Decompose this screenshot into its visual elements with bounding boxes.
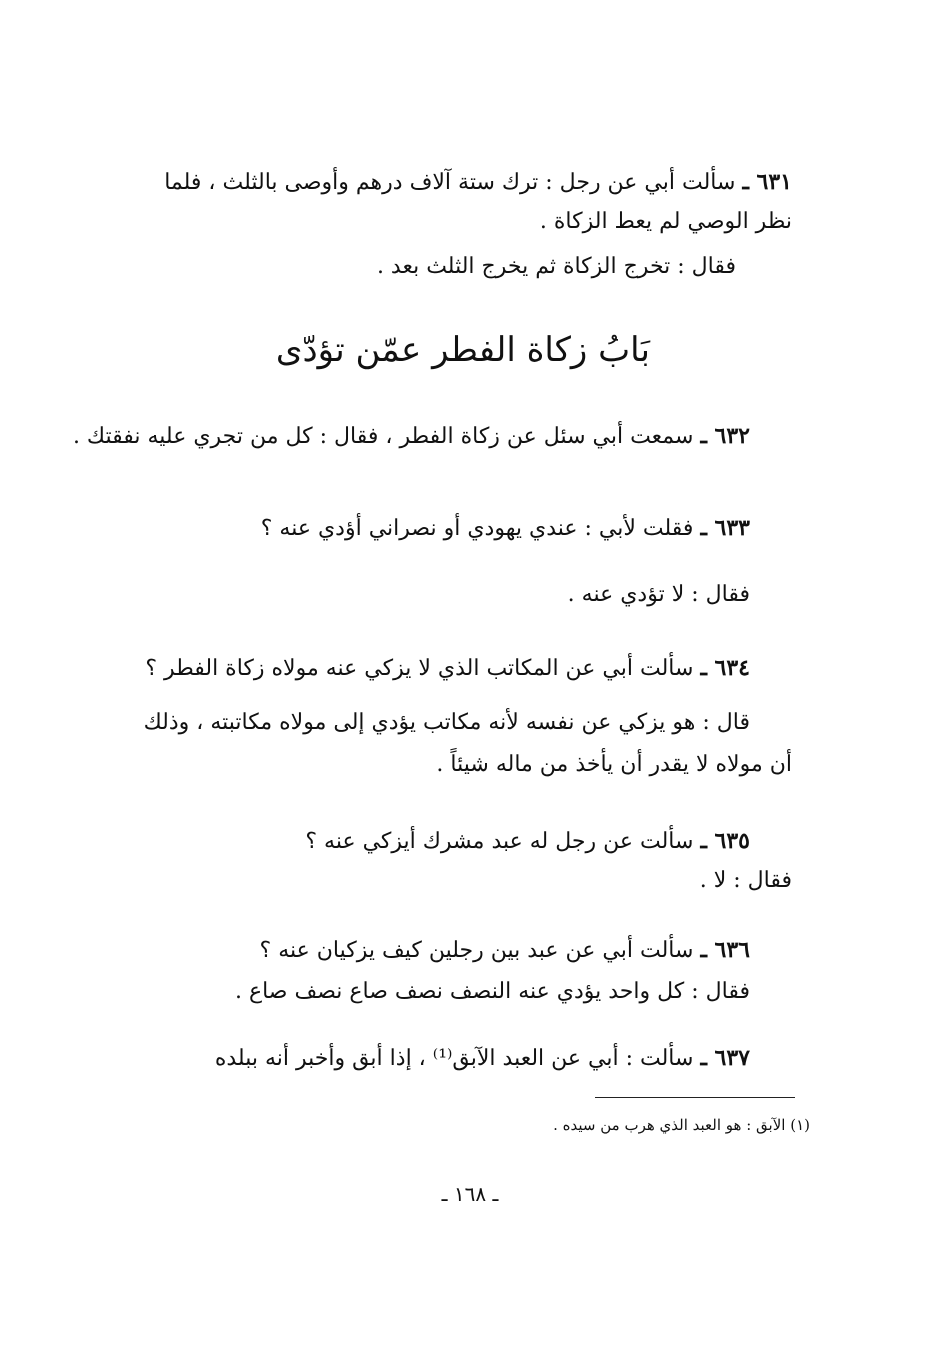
entry-637: ٦٣٧ ـ سألت : أبي عن العبد الآبق⁽¹⁾ ، إذا أبق وأخبر أنه ببلده [214, 1045, 750, 1071]
entry-number: ٦٣٧ ـ [700, 1045, 750, 1071]
entry-636-question: ٦٣٦ ـ سألت أبي عن عبد بين رجلين كيف يزكيان عنه ؟ [259, 937, 750, 963]
entry-635-answer: فقال : لا . [699, 868, 792, 893]
footnote-separator [595, 1097, 795, 1098]
entry-number: ٦٣٥ ـ [700, 828, 750, 854]
entry-634-answer-line-1: قال : هو يزكي عن نفسه لأنه مكاتب يؤدي إلى مولاه مكاتبته ، وذلك [143, 710, 750, 735]
entry-number: ٦٣٤ ـ [700, 655, 750, 681]
entry-633-question: ٦٣٣ ـ فقلت لأبي : عندي يهودي أو نصراني أؤدي عنه ؟ [260, 515, 750, 541]
entry-633-answer: فقال : لا تؤدي عنه . [567, 582, 750, 607]
entry-631-line-1: ٦٣١ ـ سألت أبي عن رجل : ترك ستة آلاف درهم وأوصى بالثلث ، فلما [164, 169, 792, 195]
chapter-heading: بَابُ زكاة الفطر عمّن تؤدّى [275, 330, 650, 370]
entry-635-question: ٦٣٥ ـ سألت عن رجل له عبد مشرك أيزكي عنه ؟ [305, 828, 750, 854]
entry-number: ٦٣٢ ـ [700, 423, 750, 449]
entry-number: ٦٣٣ ـ [700, 515, 750, 541]
entry-631-line-2: نظر الوصي لم يعط الزكاة . [539, 209, 792, 234]
entry-634-answer-line-2: أن مولاه لا يقدر أن يأخذ من ماله شيئاً . [436, 752, 792, 777]
entry-636-answer: فقال : كل واحد يؤدي عنه النصف نصف صاع نصف صاع . [234, 979, 750, 1004]
entry-631-answer: فقال : تخرج الزكاة ثم يخرج الثلث بعد . [376, 254, 736, 279]
entry-632: ٦٣٢ ـ سمعت أبي سئل عن زكاة الفطر ، فقال : كل من تجري عليه نفقتك . [72, 423, 750, 449]
footnote: (١) الآبق : هو العبد الذي هرب من سيده . [553, 1116, 810, 1134]
page-number: ـ ١٦٨ ـ [441, 1182, 499, 1206]
entry-number: ٦٣١ ـ [742, 169, 792, 195]
entry-number: ٦٣٦ ـ [700, 937, 750, 963]
entry-634-question: ٦٣٤ ـ سألت أبي عن المكاتب الذي لا يزكي عنه مولاه زكاة الفطر ؟ [145, 655, 750, 681]
